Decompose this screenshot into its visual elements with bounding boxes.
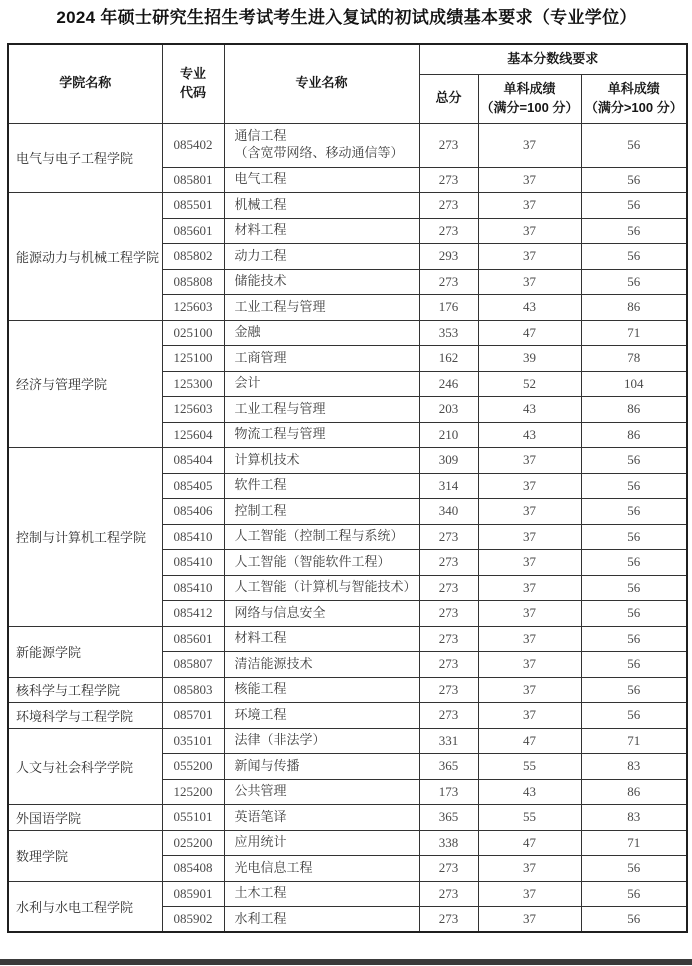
total-score-cell: 246 xyxy=(419,371,478,397)
single-subject-gt100-cell: 71 xyxy=(581,728,687,754)
single-subject-gt100-cell: 56 xyxy=(581,677,687,703)
single-subject-100-cell: 37 xyxy=(478,167,581,193)
major-name-line1: 通信工程 xyxy=(234,128,287,144)
total-score-cell: 273 xyxy=(419,856,478,882)
major-code-cell: 085902 xyxy=(162,907,224,933)
table-row xyxy=(8,626,687,652)
major-name-line2: （含宽带网络、移动通信等） xyxy=(234,145,404,160)
header-college-label: 学院名称 xyxy=(59,75,112,91)
major-name-line1: 会计 xyxy=(234,375,261,391)
header-major xyxy=(224,44,419,123)
single-subject-100-cell: 47 xyxy=(478,830,581,856)
major-name-cell xyxy=(224,575,419,601)
major-name-line1: 储能技术 xyxy=(234,273,287,289)
single-subject-gt100-cell: 78 xyxy=(581,346,687,372)
major-name-line1: 材料工程 xyxy=(234,222,287,238)
single-subject-gt100-cell: 56 xyxy=(581,499,687,525)
major-name-cell xyxy=(224,779,419,805)
major-name-line1: 水利工程 xyxy=(234,910,287,926)
major-name-line1: 软件工程 xyxy=(234,477,287,493)
major-name-cell xyxy=(224,703,419,729)
major-name-line1: 法律（非法学） xyxy=(234,732,326,748)
table-row xyxy=(8,881,687,907)
total-score-cell: 210 xyxy=(419,422,478,448)
major-name-cell xyxy=(224,601,419,627)
major-name-line1: 人工智能（计算机与智能技术） xyxy=(234,579,417,595)
table-row xyxy=(8,193,687,219)
major-code-cell: 085803 xyxy=(162,677,224,703)
total-score-cell: 162 xyxy=(419,346,478,372)
major-name-cell xyxy=(224,473,419,499)
college-name-cell: 新能源学院 xyxy=(8,626,162,677)
single-subject-100-cell: 47 xyxy=(478,728,581,754)
single-subject-100-cell: 37 xyxy=(478,626,581,652)
header-single-gt100-line1: 单科成绩 xyxy=(607,80,660,96)
major-name-cell xyxy=(224,295,419,321)
single-subject-100-cell: 37 xyxy=(478,473,581,499)
total-score-cell: 353 xyxy=(419,320,478,346)
college-name-cell: 外国语学院 xyxy=(8,805,162,831)
college-name-cell: 人文与社会科学学院 xyxy=(8,728,162,805)
major-name-line1: 网络与信息安全 xyxy=(234,604,326,620)
single-subject-100-cell: 43 xyxy=(478,295,581,321)
total-score-cell: 273 xyxy=(419,626,478,652)
single-subject-gt100-cell: 71 xyxy=(581,320,687,346)
major-code-cell: 085410 xyxy=(162,575,224,601)
major-name-cell xyxy=(224,881,419,907)
header-single-100-line2: （满分=100 分） xyxy=(480,99,579,115)
college-name-cell: 经济与管理学院 xyxy=(8,320,162,448)
single-subject-100-cell: 43 xyxy=(478,397,581,423)
table-header xyxy=(8,44,687,123)
major-name-cell xyxy=(224,728,419,754)
single-subject-100-cell: 43 xyxy=(478,779,581,805)
header-single-gt100 xyxy=(581,74,687,123)
major-name-cell xyxy=(224,907,419,933)
total-score-cell: 331 xyxy=(419,728,478,754)
single-subject-100-cell: 37 xyxy=(478,703,581,729)
major-name-cell xyxy=(224,524,419,550)
single-subject-gt100-cell: 56 xyxy=(581,123,687,167)
single-subject-gt100-cell: 86 xyxy=(581,422,687,448)
major-name-cell xyxy=(224,123,419,167)
major-code-cell: 125300 xyxy=(162,371,224,397)
total-score-cell: 173 xyxy=(419,779,478,805)
single-subject-gt100-cell: 83 xyxy=(581,805,687,831)
table-row xyxy=(8,677,687,703)
major-code-cell: 055101 xyxy=(162,805,224,831)
major-name-cell xyxy=(224,218,419,244)
major-name-line1: 土木工程 xyxy=(234,885,287,901)
total-score-cell: 273 xyxy=(419,601,478,627)
score-table xyxy=(7,43,688,933)
table-body xyxy=(8,123,687,932)
total-score-cell: 365 xyxy=(419,805,478,831)
single-subject-100-cell: 37 xyxy=(478,524,581,550)
single-subject-100-cell: 37 xyxy=(478,652,581,678)
major-name-cell xyxy=(224,626,419,652)
header-single-100 xyxy=(478,74,581,123)
table-row xyxy=(8,123,687,167)
major-code-cell: 085807 xyxy=(162,652,224,678)
total-score-cell: 273 xyxy=(419,677,478,703)
total-score-cell: 273 xyxy=(419,269,478,295)
major-code-cell: 125200 xyxy=(162,779,224,805)
single-subject-100-cell: 37 xyxy=(478,677,581,703)
major-name-cell xyxy=(224,448,419,474)
major-code-cell: 085406 xyxy=(162,499,224,525)
single-subject-gt100-cell: 56 xyxy=(581,244,687,270)
single-subject-100-cell: 37 xyxy=(478,856,581,882)
single-subject-gt100-cell: 56 xyxy=(581,626,687,652)
total-score-cell: 273 xyxy=(419,218,478,244)
header-score-requirement-label: 基本分数线要求 xyxy=(507,50,599,66)
major-name-line1: 公共管理 xyxy=(234,783,287,799)
major-code-cell: 085402 xyxy=(162,123,224,167)
header-college xyxy=(8,44,162,123)
major-name-line1: 动力工程 xyxy=(234,247,287,263)
major-code-cell: 085404 xyxy=(162,448,224,474)
major-code-cell: 025200 xyxy=(162,830,224,856)
major-code-cell: 125604 xyxy=(162,422,224,448)
major-code-cell: 085802 xyxy=(162,244,224,270)
single-subject-gt100-cell: 56 xyxy=(581,167,687,193)
college-name-cell: 控制与计算机工程学院 xyxy=(8,448,162,627)
major-name-cell xyxy=(224,167,419,193)
major-code-cell: 085808 xyxy=(162,269,224,295)
major-name-line1: 控制工程 xyxy=(234,502,287,518)
total-score-cell: 273 xyxy=(419,193,478,219)
total-score-cell: 314 xyxy=(419,473,478,499)
major-name-line1: 计算机技术 xyxy=(234,451,300,467)
single-subject-gt100-cell: 56 xyxy=(581,856,687,882)
major-name-cell xyxy=(224,269,419,295)
single-subject-100-cell: 37 xyxy=(478,499,581,525)
major-code-cell: 085412 xyxy=(162,601,224,627)
single-subject-gt100-cell: 83 xyxy=(581,754,687,780)
major-name-cell xyxy=(224,346,419,372)
major-code-cell: 085410 xyxy=(162,524,224,550)
major-name-line1: 人工智能（控制工程与系统） xyxy=(234,528,404,544)
major-name-line1: 环境工程 xyxy=(234,706,287,722)
major-name-cell xyxy=(224,830,419,856)
table-row xyxy=(8,703,687,729)
single-subject-100-cell: 37 xyxy=(478,218,581,244)
single-subject-gt100-cell: 56 xyxy=(581,524,687,550)
major-code-cell: 085405 xyxy=(162,473,224,499)
college-name-cell: 水利与水电工程学院 xyxy=(8,881,162,932)
major-code-cell: 085501 xyxy=(162,193,224,219)
major-code-cell: 025100 xyxy=(162,320,224,346)
page-title: 2024 年硕士研究生招生考试考生进入复试的初试成绩基本要求（专业学位） xyxy=(56,8,637,27)
single-subject-gt100-cell: 86 xyxy=(581,397,687,423)
college-name-cell: 数理学院 xyxy=(8,830,162,881)
total-score-cell: 338 xyxy=(419,830,478,856)
major-code-cell: 085801 xyxy=(162,167,224,193)
total-score-cell: 365 xyxy=(419,754,478,780)
major-name-line1: 材料工程 xyxy=(234,630,287,646)
single-subject-100-cell: 39 xyxy=(478,346,581,372)
major-code-cell: 125603 xyxy=(162,295,224,321)
single-subject-100-cell: 37 xyxy=(478,601,581,627)
single-subject-gt100-cell: 86 xyxy=(581,779,687,805)
single-subject-100-cell: 37 xyxy=(478,907,581,933)
table-row xyxy=(8,805,687,831)
single-subject-gt100-cell: 56 xyxy=(581,448,687,474)
major-name-line1: 英语笔译 xyxy=(234,808,287,824)
major-name-line1: 电气工程 xyxy=(234,171,287,187)
single-subject-100-cell: 37 xyxy=(478,269,581,295)
header-code-line1: 专业 xyxy=(179,65,206,81)
major-code-cell: 085601 xyxy=(162,218,224,244)
single-subject-gt100-cell: 104 xyxy=(581,371,687,397)
major-name-cell xyxy=(224,397,419,423)
single-subject-gt100-cell: 56 xyxy=(581,193,687,219)
major-name-line1: 核能工程 xyxy=(234,681,287,697)
single-subject-gt100-cell: 56 xyxy=(581,703,687,729)
total-score-cell: 340 xyxy=(419,499,478,525)
table-row xyxy=(8,830,687,856)
college-name-cell: 能源动力与机械工程学院 xyxy=(8,193,162,321)
major-name-line1: 工业工程与管理 xyxy=(234,400,326,416)
single-subject-gt100-cell: 56 xyxy=(581,575,687,601)
total-score-cell: 203 xyxy=(419,397,478,423)
college-name-cell: 核科学与工程学院 xyxy=(8,677,162,703)
major-name-cell xyxy=(224,499,419,525)
single-subject-100-cell: 37 xyxy=(478,193,581,219)
major-name-cell xyxy=(224,320,419,346)
table-row xyxy=(8,320,687,346)
total-score-cell: 273 xyxy=(419,123,478,167)
major-code-cell: 085601 xyxy=(162,626,224,652)
single-subject-100-cell: 37 xyxy=(478,881,581,907)
major-code-cell: 055200 xyxy=(162,754,224,780)
single-subject-gt100-cell: 56 xyxy=(581,652,687,678)
major-name-line1: 应用统计 xyxy=(234,834,287,850)
total-score-cell: 273 xyxy=(419,652,478,678)
major-name-line1: 金融 xyxy=(234,324,261,340)
single-subject-100-cell: 37 xyxy=(478,575,581,601)
major-name-cell xyxy=(224,550,419,576)
major-name-line1: 新闻与传播 xyxy=(234,757,300,773)
single-subject-100-cell: 37 xyxy=(478,448,581,474)
major-name-cell xyxy=(224,244,419,270)
bottom-edge-bar xyxy=(0,959,692,965)
single-subject-gt100-cell: 56 xyxy=(581,269,687,295)
single-subject-gt100-cell: 56 xyxy=(581,881,687,907)
single-subject-gt100-cell: 56 xyxy=(581,601,687,627)
table-row xyxy=(8,448,687,474)
header-score-requirement xyxy=(419,44,687,74)
major-name-cell xyxy=(224,422,419,448)
single-subject-100-cell: 37 xyxy=(478,244,581,270)
single-subject-100-cell: 37 xyxy=(478,550,581,576)
header-total xyxy=(419,74,478,123)
header-single-gt100-line2: （满分>100 分） xyxy=(584,99,683,115)
major-code-cell: 085901 xyxy=(162,881,224,907)
college-name-cell: 电气与电子工程学院 xyxy=(8,123,162,193)
major-name-line1: 人工智能（智能软件工程） xyxy=(234,553,391,569)
major-name-cell xyxy=(224,805,419,831)
header-code-line2: 代码 xyxy=(179,84,206,100)
total-score-cell: 273 xyxy=(419,881,478,907)
total-score-cell: 273 xyxy=(419,524,478,550)
major-name-cell xyxy=(224,652,419,678)
total-score-cell: 273 xyxy=(419,703,478,729)
total-score-cell: 273 xyxy=(419,167,478,193)
header-single-100-line1: 单科成绩 xyxy=(503,80,556,96)
total-score-cell: 273 xyxy=(419,550,478,576)
single-subject-100-cell: 47 xyxy=(478,320,581,346)
college-name-cell: 环境科学与工程学院 xyxy=(8,703,162,729)
single-subject-gt100-cell: 56 xyxy=(581,550,687,576)
single-subject-gt100-cell: 56 xyxy=(581,907,687,933)
major-name-cell xyxy=(224,754,419,780)
table-row xyxy=(8,728,687,754)
single-subject-100-cell: 55 xyxy=(478,754,581,780)
major-name-line1: 光电信息工程 xyxy=(234,859,313,875)
major-name-line1: 物流工程与管理 xyxy=(234,426,326,442)
major-code-cell: 125603 xyxy=(162,397,224,423)
single-subject-gt100-cell: 56 xyxy=(581,218,687,244)
major-code-cell: 085408 xyxy=(162,856,224,882)
header-code xyxy=(162,44,224,123)
single-subject-gt100-cell: 86 xyxy=(581,295,687,321)
major-code-cell: 085410 xyxy=(162,550,224,576)
major-name-cell xyxy=(224,856,419,882)
major-name-line1: 机械工程 xyxy=(234,196,287,212)
major-code-cell: 125100 xyxy=(162,346,224,372)
single-subject-100-cell: 55 xyxy=(478,805,581,831)
major-code-cell: 035101 xyxy=(162,728,224,754)
total-score-cell: 273 xyxy=(419,575,478,601)
total-score-cell: 293 xyxy=(419,244,478,270)
major-code-cell: 085701 xyxy=(162,703,224,729)
total-score-cell: 176 xyxy=(419,295,478,321)
major-name-cell xyxy=(224,677,419,703)
major-name-cell xyxy=(224,193,419,219)
major-name-line1: 工业工程与管理 xyxy=(234,298,326,314)
single-subject-gt100-cell: 56 xyxy=(581,473,687,499)
header-total-label: 总分 xyxy=(435,90,462,106)
major-name-line1: 工商管理 xyxy=(234,349,287,365)
single-subject-100-cell: 43 xyxy=(478,422,581,448)
total-score-cell: 273 xyxy=(419,907,478,933)
header-major-label: 专业名称 xyxy=(295,75,348,91)
major-name-cell xyxy=(224,371,419,397)
single-subject-gt100-cell: 71 xyxy=(581,830,687,856)
single-subject-100-cell: 52 xyxy=(478,371,581,397)
major-name-line1: 清洁能源技术 xyxy=(234,655,313,671)
single-subject-100-cell: 37 xyxy=(478,123,581,167)
total-score-cell: 309 xyxy=(419,448,478,474)
